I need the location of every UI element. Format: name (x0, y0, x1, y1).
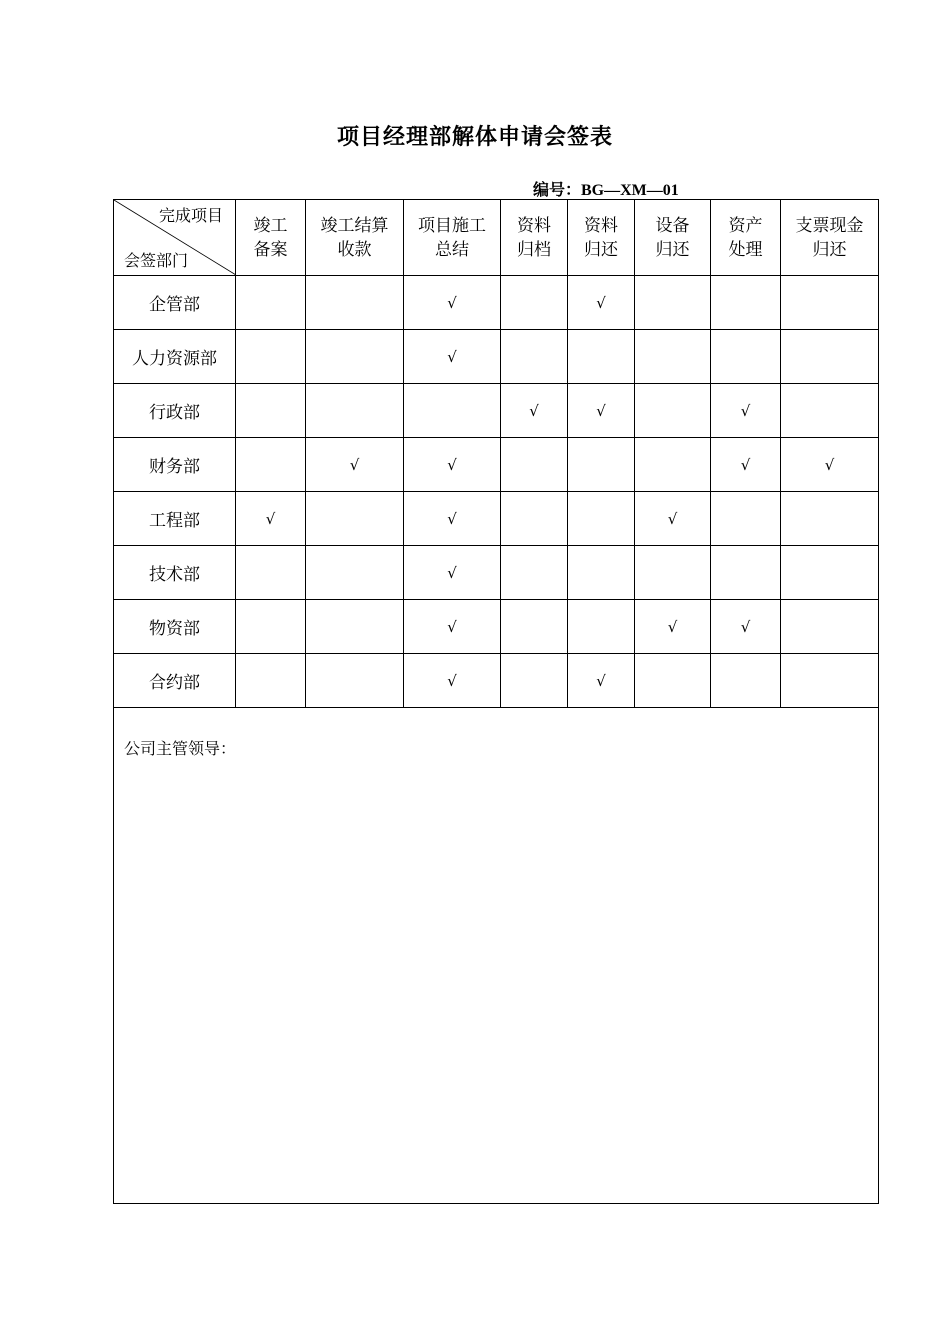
signoff-cell[interactable] (236, 546, 306, 600)
signoff-cell[interactable] (635, 600, 711, 654)
check-mark: √ (596, 293, 606, 312)
signoff-cell[interactable] (501, 654, 568, 708)
check-mark: √ (447, 671, 457, 690)
signoff-cell[interactable] (236, 492, 306, 546)
signoff-cell[interactable] (501, 600, 568, 654)
check-mark: √ (447, 617, 457, 636)
signoff-cell[interactable] (635, 546, 711, 600)
signoff-cell[interactable] (711, 600, 781, 654)
signoff-cell[interactable] (306, 492, 404, 546)
check-mark: √ (447, 347, 457, 366)
signoff-cell[interactable] (236, 384, 306, 438)
signoff-cell[interactable] (781, 654, 879, 708)
signoff-cell[interactable] (635, 330, 711, 384)
check-mark: √ (265, 509, 276, 528)
signoff-cell[interactable] (501, 492, 568, 546)
department-name: 行政部 (114, 384, 236, 438)
signoff-cell[interactable] (568, 276, 635, 330)
department-row (114, 654, 879, 708)
signoff-cell[interactable] (711, 546, 781, 600)
signoff-cell[interactable] (711, 276, 781, 330)
signoff-cell[interactable] (781, 546, 879, 600)
signoff-cell[interactable] (404, 384, 501, 438)
check-mark: √ (447, 293, 457, 312)
signoff-cell[interactable] (568, 546, 635, 600)
check-mark: √ (596, 671, 606, 690)
check-mark: √ (740, 401, 751, 420)
signoff-cell[interactable] (236, 330, 306, 384)
signoff-cell[interactable] (711, 438, 781, 492)
department-row (114, 330, 879, 384)
corner-bottom-label: 会签部门 (124, 251, 189, 270)
signoff-cell[interactable] (404, 654, 501, 708)
signoff-cell[interactable] (236, 438, 306, 492)
signoff-cell[interactable] (306, 654, 404, 708)
department-name: 人力资源部 (114, 330, 236, 384)
signoff-cell[interactable] (306, 600, 404, 654)
department-name: 物资部 (114, 600, 236, 654)
corner-header-cell (114, 200, 236, 276)
header-row (114, 200, 879, 276)
signoff-cell[interactable] (501, 546, 568, 600)
department-row (114, 492, 879, 546)
check-mark: √ (596, 401, 606, 420)
signoff-cell[interactable] (635, 384, 711, 438)
signoff-cell[interactable] (635, 492, 711, 546)
signoff-cell[interactable] (635, 654, 711, 708)
signoff-cell[interactable] (568, 492, 635, 546)
column-header: 项目施工 总结 (404, 200, 501, 276)
signoff-cell[interactable] (781, 384, 879, 438)
signoff-cell[interactable] (306, 438, 404, 492)
department-name: 财务部 (114, 438, 236, 492)
department-row (114, 546, 879, 600)
signoff-cell[interactable] (781, 438, 879, 492)
signoff-cell[interactable] (568, 600, 635, 654)
column-header: 竣工 备案 (236, 200, 306, 276)
leader-signature-area[interactable] (114, 708, 879, 1204)
check-mark: √ (349, 455, 360, 474)
department-name: 工程部 (114, 492, 236, 546)
corner-top-label: 完成项目 (158, 206, 223, 225)
signoff-cell[interactable] (501, 330, 568, 384)
signoff-cell[interactable] (404, 438, 501, 492)
signoff-cell[interactable] (568, 384, 635, 438)
signoff-cell[interactable] (236, 276, 306, 330)
column-header: 支票现金 归还 (781, 200, 879, 276)
signoff-cell[interactable] (306, 276, 404, 330)
check-mark: √ (740, 617, 751, 636)
form-code: 编号：BG—XM—01 (533, 182, 679, 199)
signoff-cell[interactable] (568, 654, 635, 708)
signoff-cell[interactable] (404, 276, 501, 330)
signoff-cell[interactable] (306, 384, 404, 438)
signoff-cell[interactable] (306, 546, 404, 600)
signoff-cell[interactable] (404, 492, 501, 546)
check-mark: √ (740, 455, 751, 474)
column-header: 资料 归还 (568, 200, 635, 276)
signoff-cell[interactable] (711, 330, 781, 384)
check-mark: √ (447, 563, 457, 582)
signoff-cell[interactable] (501, 438, 568, 492)
department-row (114, 384, 879, 438)
check-mark: √ (667, 509, 678, 528)
department-name: 技术部 (114, 546, 236, 600)
signoff-cell[interactable] (781, 492, 879, 546)
signoff-cell[interactable] (635, 276, 711, 330)
department-row (114, 600, 879, 654)
check-mark: √ (529, 401, 539, 420)
signoff-cell[interactable] (781, 600, 879, 654)
signoff-cell[interactable] (306, 330, 404, 384)
leader-label: 公司主管领导： (124, 739, 237, 758)
signoff-cell[interactable] (711, 384, 781, 438)
signoff-cell[interactable] (635, 438, 711, 492)
check-mark: √ (447, 455, 457, 474)
signoff-cell[interactable] (781, 330, 879, 384)
column-header: 资料 归档 (501, 200, 568, 276)
column-header: 资产 处理 (711, 200, 781, 276)
signoff-cell[interactable] (404, 546, 501, 600)
department-row (114, 438, 879, 492)
signoff-cell[interactable] (404, 600, 501, 654)
department-name: 合约部 (114, 654, 236, 708)
department-row (114, 276, 879, 330)
signoff-cell[interactable] (781, 276, 879, 330)
signoff-cell[interactable] (404, 330, 501, 384)
countersign-table (113, 199, 879, 1204)
signoff-cell[interactable] (568, 330, 635, 384)
signoff-cell[interactable] (236, 654, 306, 708)
signoff-cell[interactable] (236, 600, 306, 654)
column-header: 设备 归还 (635, 200, 711, 276)
signoff-cell[interactable] (568, 438, 635, 492)
signoff-cell[interactable] (711, 654, 781, 708)
column-header: 竣工结算 收款 (306, 200, 404, 276)
check-mark: √ (824, 455, 835, 474)
check-mark: √ (667, 617, 678, 636)
department-name: 企管部 (114, 276, 236, 330)
signoff-cell[interactable] (501, 276, 568, 330)
document-title: 项目经理部解体申请会签表 (336, 125, 613, 150)
check-mark: √ (447, 509, 457, 528)
signoff-cell[interactable] (711, 492, 781, 546)
signoff-cell[interactable] (501, 384, 568, 438)
